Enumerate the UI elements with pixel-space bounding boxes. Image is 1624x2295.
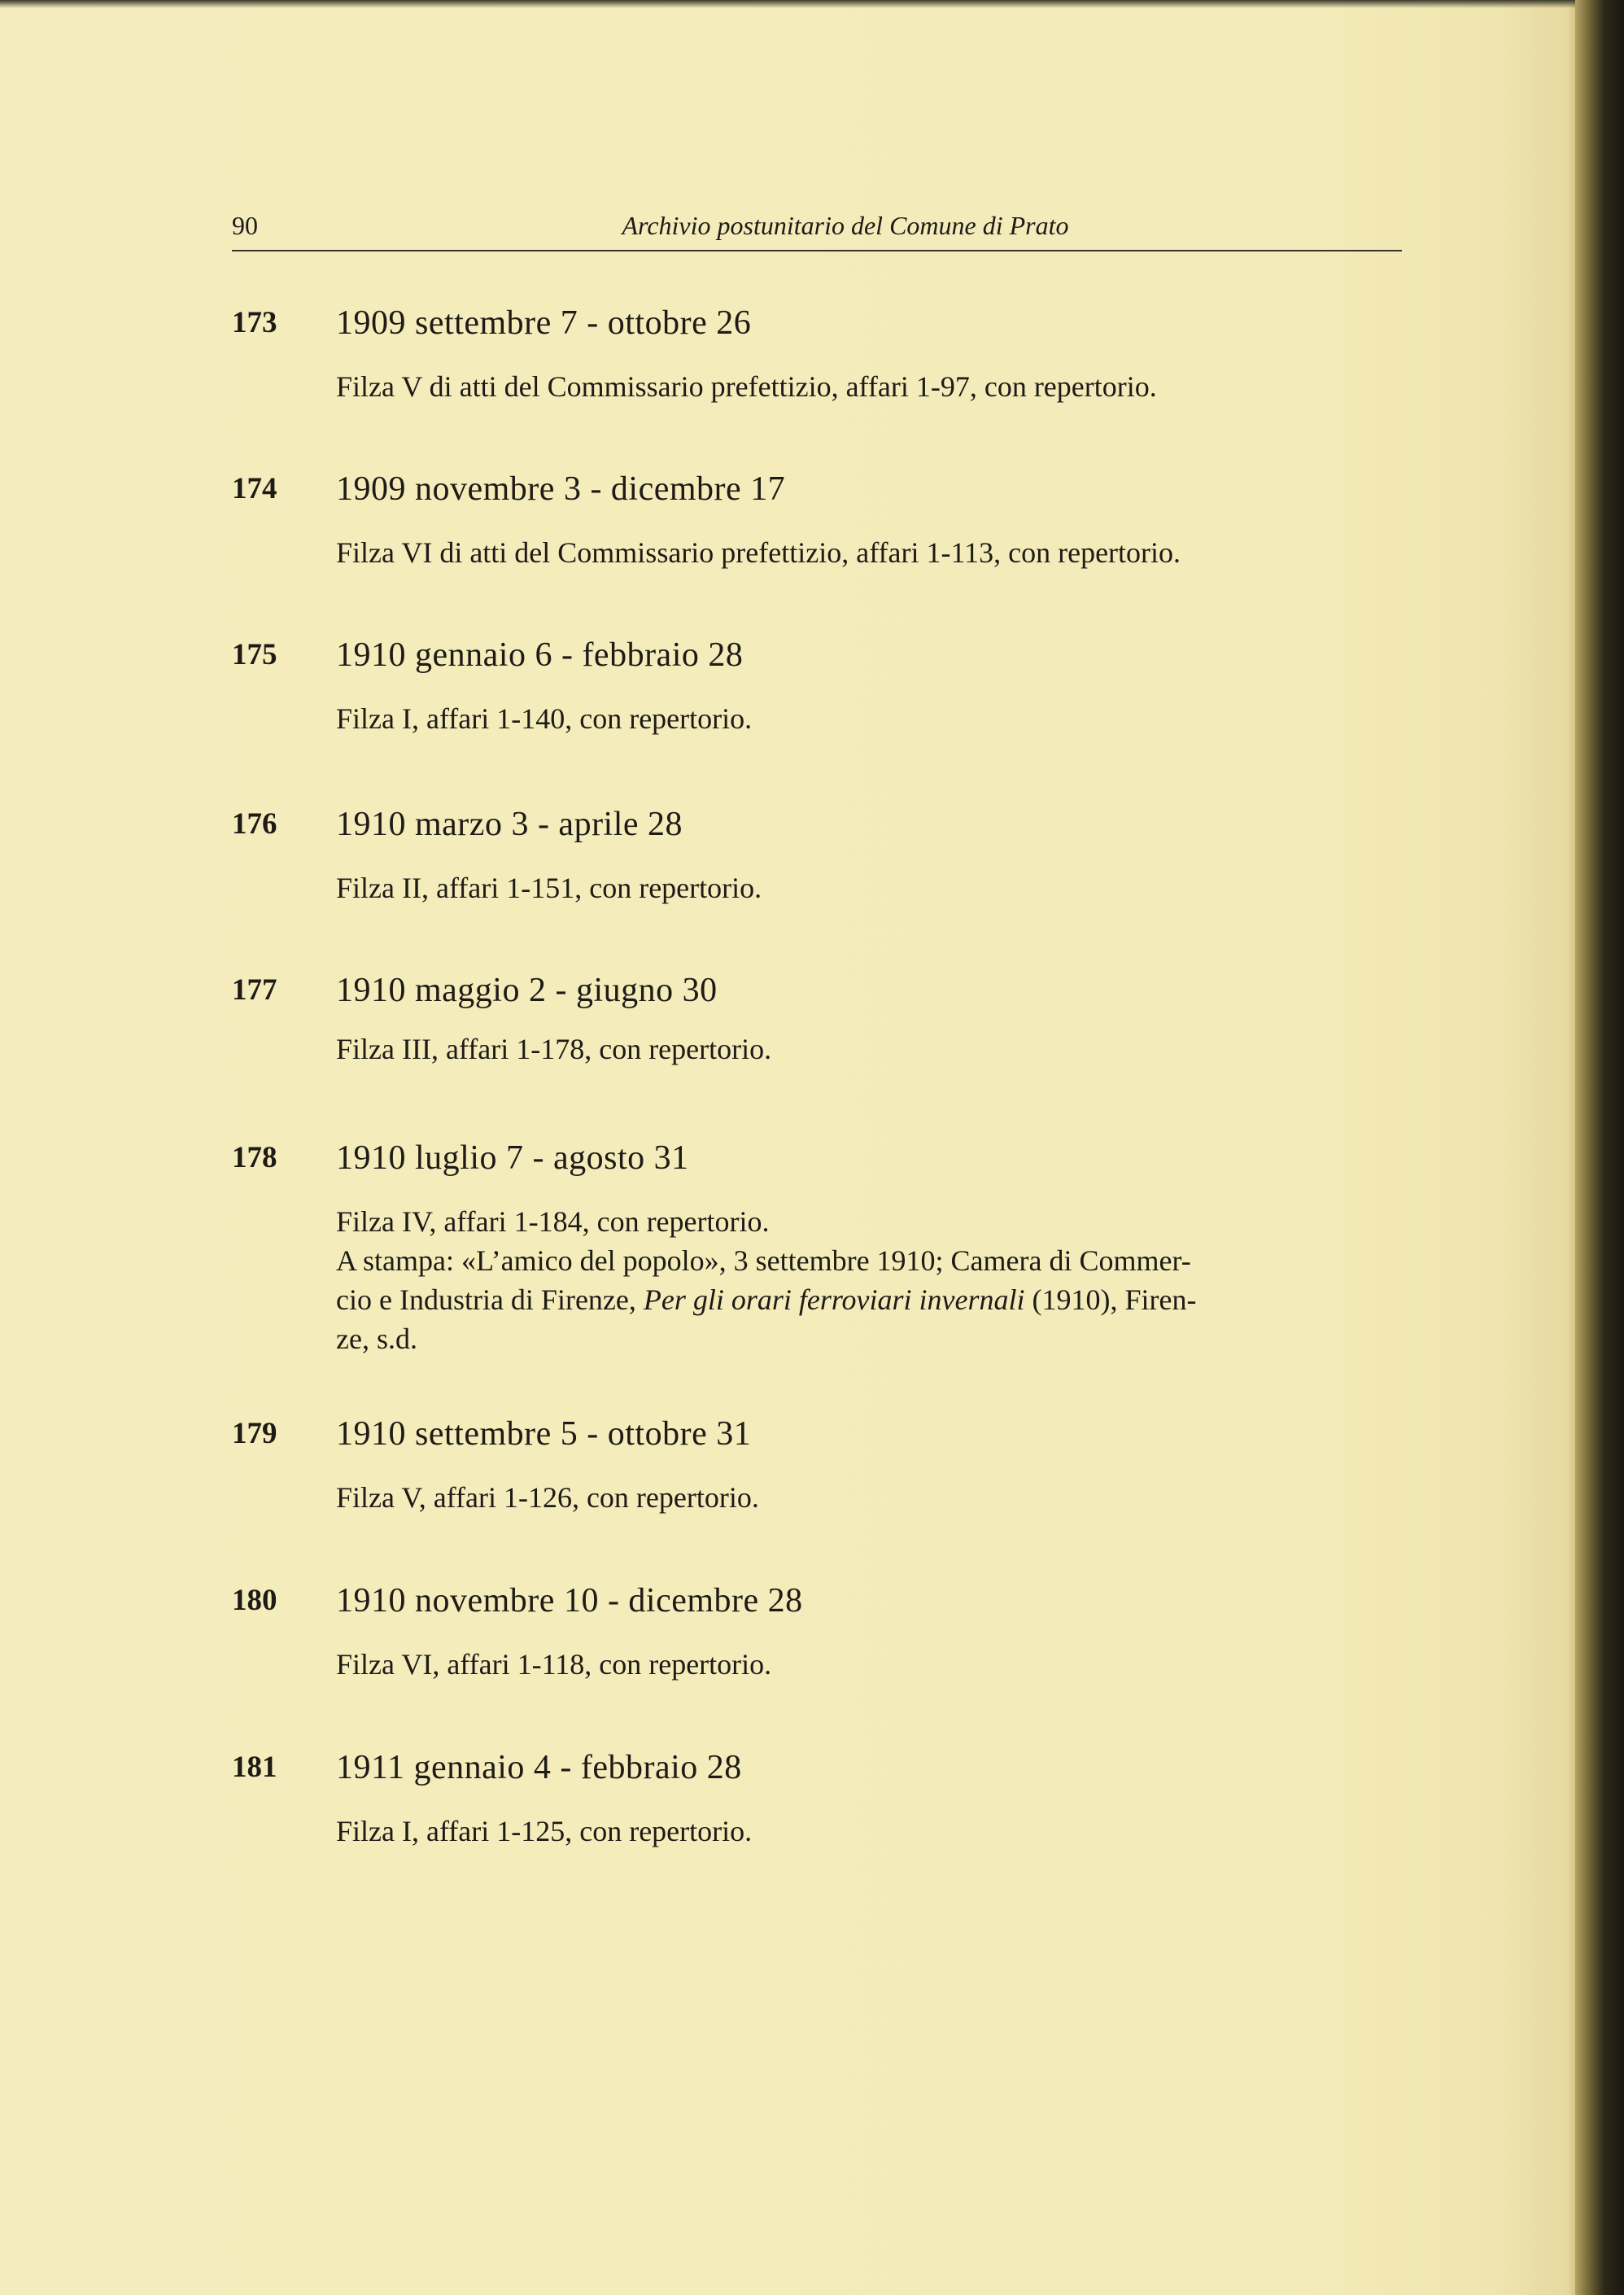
- entry-line: [336, 1280, 1394, 1319]
- book-spine-edge: [1575, 0, 1624, 2295]
- entry-line: Filza I, affari 1-140, con repertorio.: [336, 702, 753, 735]
- entry-number: 179: [232, 1417, 277, 1450]
- entry-line: Filza I, affari 1-125, con repertorio.: [336, 1815, 753, 1847]
- page-number: 90: [232, 211, 258, 240]
- running-title: Archivio postunitario del Comune di Prato: [622, 211, 1069, 240]
- entry-line: Filza VI, affari 1-118, con repertorio.: [336, 1648, 772, 1681]
- entry-date: 1910 maggio 2 - giugno 30: [336, 972, 718, 1009]
- entry-date: 1910 luglio 7 - agosto 31: [336, 1139, 689, 1177]
- entry-description: [336, 699, 1394, 738]
- entry-number: 174: [232, 472, 277, 505]
- entry-line: Filza V di atti del Commissario prefettizio, affari 1-97, con repertorio.: [336, 370, 1157, 403]
- entry-date: 1909 settembre 7 - ottobre 26: [336, 304, 752, 342]
- entry-number: 176: [232, 807, 277, 841]
- entry-line: Filza III, affari 1-178, con repertorio.: [336, 1033, 772, 1065]
- entry-line: A stampa: «L’amico del popolo», 3 settembre 1910; Camera di Commer-: [336, 1244, 1191, 1277]
- entry-date: 1911 gennaio 4 - febbraio 28: [336, 1749, 742, 1786]
- entry-number: 177: [232, 973, 277, 1007]
- entry-description: [336, 367, 1394, 406]
- entry-line: Filza V, affari 1-126, con repertorio.: [336, 1481, 759, 1514]
- entry-line: ze, s.d.: [336, 1322, 417, 1355]
- entry-description: [336, 1202, 1394, 1358]
- entry-number: 181: [232, 1751, 277, 1784]
- entry-line-part: cio e Industria di Firenze,: [336, 1283, 644, 1316]
- entry-line: Filza IV, affari 1-184, con repertorio.: [336, 1205, 770, 1238]
- entry-line: Filza VI di atti del Commissario prefettizio, affari 1-113, con repertorio.: [336, 536, 1181, 569]
- entry-number: 178: [232, 1141, 277, 1174]
- entry-number: 180: [232, 1584, 277, 1617]
- entry-description: [336, 868, 1394, 907]
- entry-date: 1910 settembre 5 - ottobre 31: [336, 1415, 752, 1453]
- page-header: [232, 208, 1402, 251]
- entry-line-part: (1910), Firen-: [1024, 1283, 1197, 1316]
- entry-description: [336, 533, 1394, 572]
- entry-description: [336, 1478, 1394, 1517]
- entry-date: 1910 gennaio 6 - febbraio 28: [336, 636, 744, 674]
- entry-date: 1910 marzo 3 - aprile 28: [336, 806, 683, 843]
- entry-description: [336, 1812, 1394, 1851]
- entry-date: 1910 novembre 10 - dicembre 28: [336, 1582, 803, 1620]
- entry-date: 1909 novembre 3 - dicembre 17: [336, 470, 786, 508]
- entry-description: [336, 1645, 1394, 1684]
- entry-number: 175: [232, 638, 277, 671]
- page-top-shadow: [0, 0, 1624, 8]
- entry-line: Filza II, affari 1-151, con repertorio.: [336, 872, 762, 904]
- entry-description: [336, 1029, 1394, 1069]
- entry-number: 173: [232, 306, 277, 339]
- publication-title: Per gli orari ferroviari invernali: [643, 1283, 1025, 1316]
